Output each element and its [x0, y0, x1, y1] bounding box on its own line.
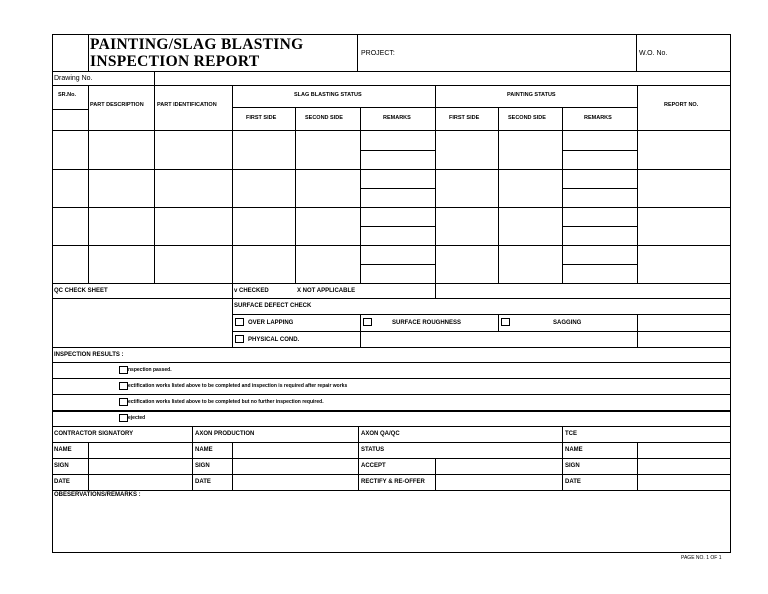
paint-remarks-header: REMARKS — [584, 115, 612, 121]
physical-cond-label: PHYSICAL COND. — [248, 337, 300, 343]
rule — [562, 426, 563, 490]
rule — [637, 85, 638, 283]
sagging-label: SAGGING — [553, 320, 582, 326]
checked-legend: v CHECKED — [234, 288, 269, 294]
rule — [360, 107, 361, 283]
surface-defect-label: SURFACE DEFECT CHECK — [234, 303, 312, 309]
sr-no-header: SR.No. — [58, 92, 77, 98]
slag-status-header: SLAG BLASTING STATUS — [294, 92, 362, 98]
rule — [88, 442, 89, 490]
rule — [637, 442, 638, 490]
title-line-2: INSPECTION REPORT — [90, 53, 260, 70]
contractor-sign-label: SIGN — [54, 463, 69, 469]
rule — [52, 362, 731, 363]
rectification-reinspect-label: ectification works listed above to be completed and inspection is required after repair works — [128, 383, 348, 389]
rectification-no-inspect-label: ectification works listed above to be completed but no further inspection required. — [128, 399, 324, 405]
project-label: PROJECT: — [361, 50, 395, 57]
form-title — [90, 36, 303, 70]
rule — [232, 314, 731, 315]
rule — [192, 426, 193, 490]
rule — [295, 107, 296, 283]
production-name-label: NAME — [195, 447, 213, 453]
rule — [360, 264, 435, 265]
rejected-label: ejected — [128, 415, 146, 421]
over-lapping-checkbox[interactable] — [235, 318, 244, 326]
drawing-label: Drawing No. — [54, 75, 93, 82]
rule — [52, 410, 731, 412]
rule — [52, 298, 731, 299]
qa-accept-label: ACCEPT — [361, 463, 386, 469]
rule — [637, 314, 638, 347]
qa-status-label: STATUS — [361, 447, 385, 453]
rule — [358, 426, 359, 490]
rule — [52, 490, 731, 491]
rule — [562, 107, 563, 283]
rule — [435, 283, 436, 298]
rule — [498, 314, 499, 331]
inspection-passed-checkbox[interactable] — [119, 366, 128, 374]
rejected-checkbox[interactable] — [119, 414, 128, 422]
rule — [562, 188, 637, 189]
paint-second-side-header: SECOND SIDE — [508, 115, 546, 121]
rule — [360, 188, 435, 189]
rule — [360, 314, 361, 331]
rule — [52, 442, 731, 443]
rule — [498, 107, 499, 283]
not-applicable-legend: X NOT APPLICABLE — [297, 288, 356, 294]
contractor-signatory-label: CONTRACTOR SIGNATORY — [54, 431, 134, 437]
physical-cond-checkbox[interactable] — [235, 335, 244, 343]
axon-production-label: AXON PRODUCTION — [195, 431, 255, 437]
observations-label: OBESERVATIONS/REMARKS : — [54, 492, 141, 498]
rule — [435, 85, 436, 283]
tce-sign-label: SIGN — [565, 463, 580, 469]
rule — [562, 226, 637, 227]
rule — [360, 150, 435, 151]
axon-qaqc-label: AXON QA/QC — [361, 431, 400, 437]
page-number: PAGE NO. 1 OF 1 — [681, 555, 722, 561]
rule — [52, 347, 731, 348]
rule — [232, 85, 233, 283]
rule — [435, 458, 436, 490]
part-identification-header: PART IDENTIFICATION — [157, 102, 217, 108]
rule — [636, 34, 637, 71]
sagging-checkbox[interactable] — [501, 318, 510, 326]
slag-second-side-header: SECOND SIDE — [305, 115, 343, 121]
tce-name-label: NAME — [565, 447, 583, 453]
rule — [52, 426, 731, 427]
rule — [52, 394, 731, 395]
rule — [357, 34, 358, 71]
rule — [232, 331, 731, 332]
rule — [88, 85, 89, 283]
wo-label: W.O. No. — [639, 50, 668, 57]
rectification-no-inspect-checkbox[interactable] — [119, 398, 128, 406]
rule — [88, 34, 89, 71]
rule — [154, 71, 155, 85]
rule — [52, 109, 88, 110]
qc-check-sheet-label: QC CHECK SHEET — [54, 288, 108, 294]
surface-roughness-label: SURFACE ROUGHNESS — [392, 320, 462, 326]
surface-roughness-checkbox[interactable] — [363, 318, 372, 326]
rule — [562, 150, 637, 151]
contractor-date-label: DATE — [54, 479, 70, 485]
rule — [52, 283, 731, 284]
slag-first-side-header: FIRST SIDE — [246, 115, 277, 121]
production-sign-label: SIGN — [195, 463, 210, 469]
title-line-1: PAINTING/SLAG BLASTING — [90, 36, 304, 53]
rule — [154, 85, 155, 283]
tce-label: TCE — [565, 431, 577, 437]
rectification-reinspect-checkbox[interactable] — [119, 382, 128, 390]
painting-status-header: PAINTING STATUS — [507, 92, 556, 98]
rule — [52, 458, 731, 459]
slag-remarks-header: REMARKS — [383, 115, 411, 121]
tce-date-label: DATE — [565, 479, 581, 485]
contractor-name-label: NAME — [54, 447, 72, 453]
inspection-passed-label: nspection passed. — [128, 367, 172, 373]
over-lapping-label: OVER LAPPING — [248, 320, 294, 326]
rule — [360, 331, 361, 347]
rule — [52, 378, 731, 379]
report-no-header: REPORT NO. — [664, 102, 699, 108]
rule — [232, 283, 233, 347]
rule — [562, 264, 637, 265]
inspection-results-label: INSPECTION RESULTS : — [54, 352, 124, 358]
paint-first-side-header: FIRST SIDE — [449, 115, 480, 121]
rule — [52, 474, 731, 475]
rule — [232, 442, 233, 490]
part-description-header: PART DESCRIPTION — [90, 102, 144, 108]
qa-rectify-label: RECTIFY & RE-OFFER — [361, 479, 425, 485]
production-date-label: DATE — [195, 479, 211, 485]
rule — [360, 226, 435, 227]
